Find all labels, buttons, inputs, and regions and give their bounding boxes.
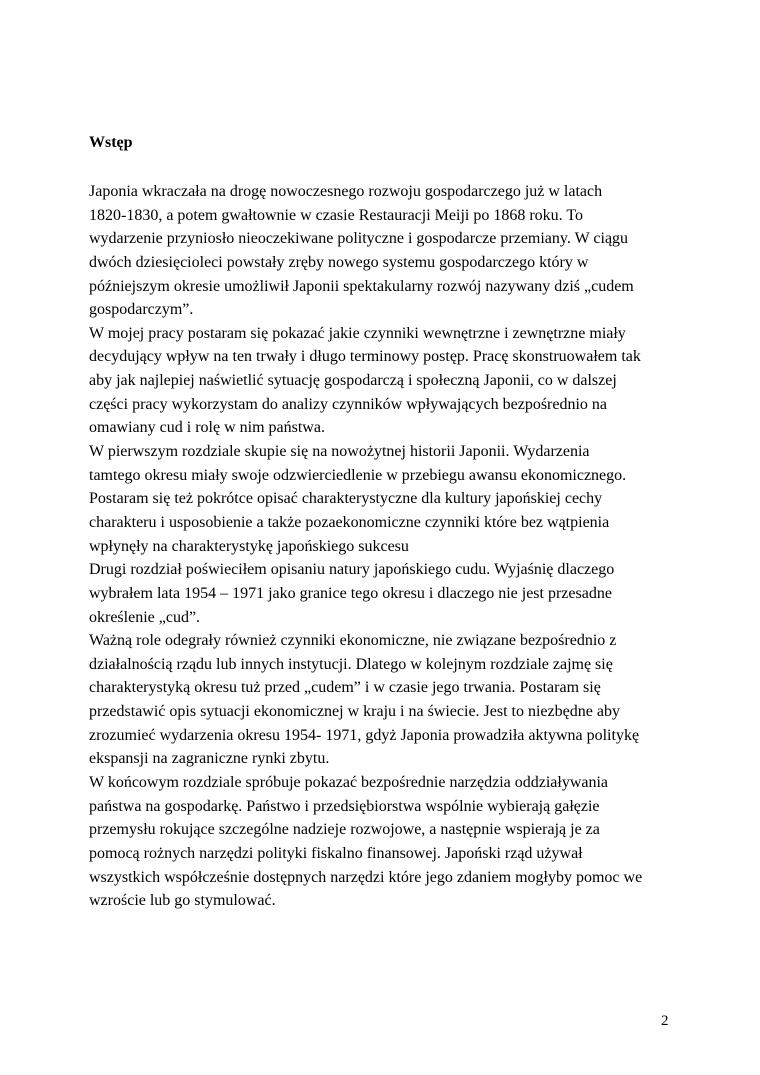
text-line: decydujący wpływ na ten trwały i długo terminowy postęp. Pracę skonstruowałem tak: [89, 348, 641, 366]
text-line: gospodarczym”.: [89, 301, 194, 319]
text-line: wszystkich współcześnie dostępnych narzędzi które jego zdaniem mogłyby pomoc we: [89, 868, 643, 886]
section-heading: Wstęp: [89, 134, 133, 151]
text-line: wydarzenie przyniosło nieoczekiwane polityczne i gospodarcze przemiany. W ciągu: [89, 230, 629, 248]
text-line: wpłynęły na charakterystykę japońskiego sukcesu: [89, 537, 409, 555]
text-line: aby jak najlepiej naświetlić sytuację gospodarczą i społeczną Japonii, co w dalszej: [89, 372, 617, 390]
text-line: części pracy wykorzystam do analizy czynników wpływających bezpośrednio na: [89, 395, 608, 413]
text-line: Drugi rozdział poświeciłem opisaniu natury japońskiego cudu. Wyjaśnię dlaczego: [89, 561, 615, 579]
text-line: przemysłu rokujące szczególne nadzieje rozwojowe, a następnie wspierają je za: [89, 821, 600, 839]
text-line: Postaram się też pokrótce opisać charakterystyczne dla kultury japońskiej cechy: [89, 490, 603, 508]
text-line: pomocą rożnych narzędzi polityki fiskalno finansowej. Japoński rząd używał: [89, 844, 583, 862]
text-line: dwóch dziesięcioleci powstały zręby nowego systemu gospodarczego który w: [89, 253, 589, 271]
text-line: 1820-1830, a potem gwałtownie w czasie Restauracji Meiji po 1868 roku. To: [89, 206, 584, 224]
text-line: działalnością rządu lub innych instytucji. Dlatego w kolejnym rozdziale zajmę się: [89, 655, 613, 673]
text-line: Ważną role odegrały również czynniki ekonomiczne, nie związane bezpośrednio z: [89, 632, 617, 650]
text-line: państwa na gospodarkę. Państwo i przedsiębiorstwa wspólnie wybierają gałęzie: [89, 797, 600, 815]
text-line: W mojej pracy postaram się pokazać jakie czynniki wewnętrzne i zewnętrzne miały: [89, 324, 626, 342]
text-line: zrozumieć wydarzenia okresu 1954- 1971, gdyż Japonia prowadziła aktywna politykę: [89, 726, 640, 744]
text-line: charakteru i usposobienie a także pozaekonomiczne czynniki które bez wątpienia: [89, 513, 610, 531]
text-line: przedstawić opis sytuacji ekonomicznej w kraju i na świecie. Jest to niezbędne aby: [89, 703, 620, 721]
text-line: W końcowym rozdziale spróbuje pokazać bezpośrednie narzędzia oddziaływania: [89, 774, 609, 792]
text-line: wzroście lub go stymulować.: [89, 892, 276, 910]
text-line: określenie „cud”.: [89, 608, 201, 626]
text-line: omawiany cud i rolę w nim państwa.: [89, 419, 325, 437]
text-line: Japonia wkraczała na drogę nowoczesnego rozwoju gospodarczego już w latach: [89, 183, 603, 200]
page-number: 2: [661, 1013, 669, 1029]
text-line: późniejszym okresie umożliwił Japonii spektakularny rozwój nazywany dziś „cudem: [89, 277, 634, 295]
text-line: wybrałem lata 1954 – 1971 jako granice tego okresu i dlaczego nie jest przesadne: [89, 584, 612, 602]
text-line: tamtego okresu miały swoje odzwierciedlenie w przebiegu awansu ekonomicznego.: [89, 466, 627, 484]
text-line: charakterystyką okresu tuż przed „cudem” i w czasie jego trwania. Postaram się: [89, 679, 601, 697]
body-text: [89, 180, 689, 913]
text-line: W pierwszym rozdziale skupie się na nowożytnej historii Japonii. Wydarzenia: [89, 443, 590, 461]
text-line: ekspansji na zagraniczne rynki zbytu.: [89, 750, 330, 768]
